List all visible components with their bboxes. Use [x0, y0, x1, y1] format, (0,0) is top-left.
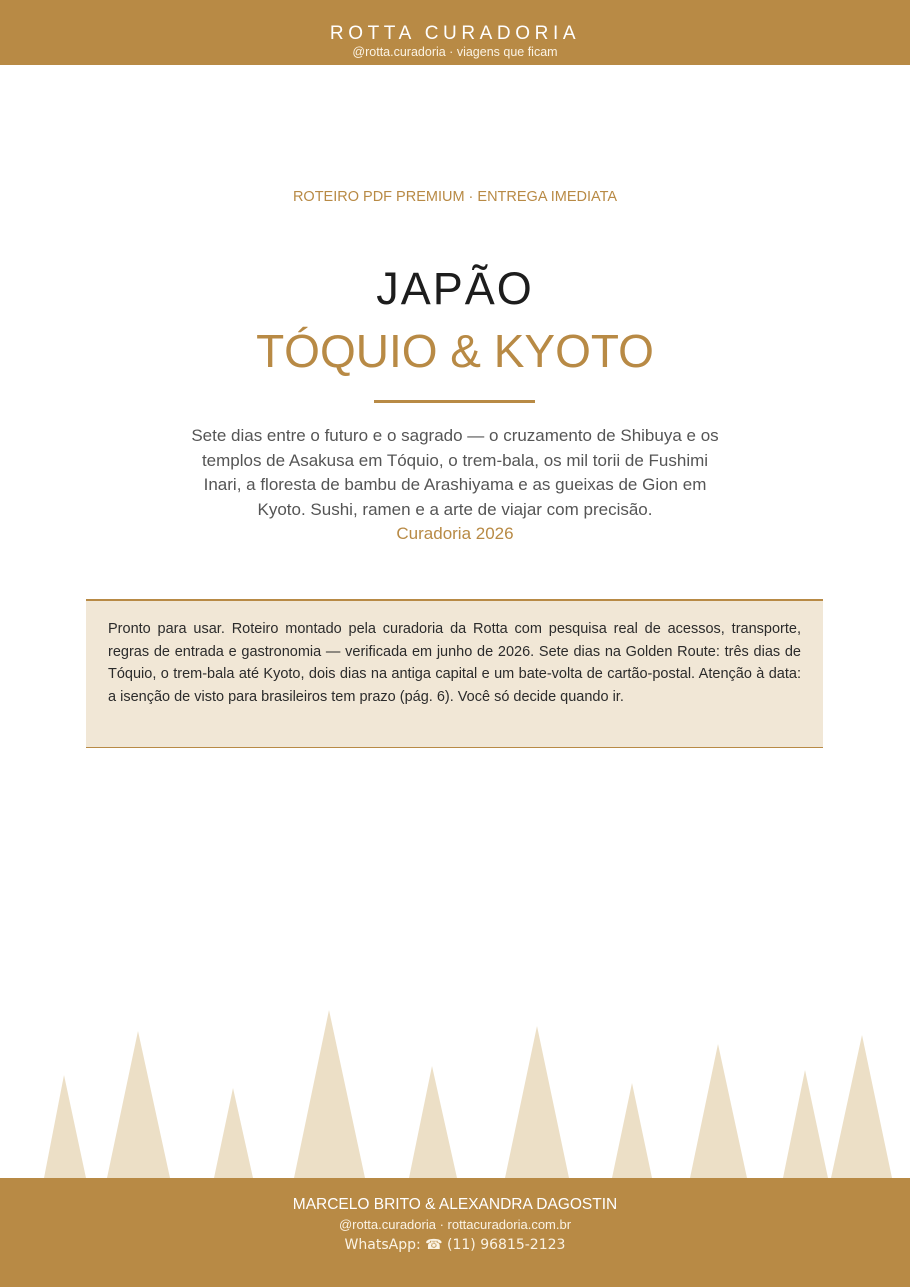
decorative-peak: [505, 1026, 569, 1178]
cities-title: TÓQUIO & KYOTO: [256, 325, 654, 377]
mountain-decoration: [0, 1000, 910, 1180]
decorative-peak: [690, 1044, 747, 1178]
whatsapp-contact: WhatsApp: ☎ (11) 96815-2123: [344, 1237, 566, 1253]
intro-text: Sete dias entre o futuro e o sagrado — o cruzamento de Shibuya e os templos de Asakusa em Tóquio, o trem-bala, os mil torii de Fushimi Inari, a floresta de bambu de Arashiyama e as gueixas de Gion em Kyoto. Sushi, ramen e a arte de viajar com precisão.: [191, 426, 719, 519]
decorative-peak: [831, 1035, 892, 1178]
authors: MARCELO BRITO & ALEXANDRA DAGOSTIN: [292, 1196, 618, 1213]
product-kicker: ROTEIRO PDF PREMIUM · ENTREGA IMEDIATA: [292, 189, 618, 205]
decorative-peak: [107, 1031, 170, 1178]
brand-name: ROTTA CURADORIA: [329, 23, 581, 44]
intro-paragraph: [190, 424, 720, 547]
title-divider: [374, 400, 535, 403]
header-bar: [0, 0, 910, 65]
decorative-peak: [409, 1066, 457, 1178]
ready-to-use-note: [86, 599, 823, 748]
note-text: Pronto para usar. Roteiro montado pela curadoria da Rotta com pesquisa real de acessos, transporte, regras de entrada e gastronomia — verificada em junho de 2026. Sete dias na Golden Route: três dias de Tóquio, o trem-bala até Kyoto, dois dias na antiga capital e um bate-volta de cartão-postal. Atenção à data: a isenção de visto para brasileiros tem prazo (pág. 6). Você só decide quando ir.: [108, 621, 801, 705]
footer-bar: [0, 1178, 910, 1287]
footer-links: @rotta.curadoria · rottacuradoria.com.br: [338, 1217, 572, 1232]
edition-tag: Curadoria 2026: [396, 524, 514, 543]
country-title: JAPÃO: [376, 263, 534, 314]
decorative-peak: [783, 1070, 828, 1178]
brand-subtitle: @rotta.curadoria · viagens que ficam: [352, 45, 558, 59]
decorative-peak: [294, 1010, 365, 1178]
decorative-peak: [612, 1083, 652, 1178]
decorative-peak: [44, 1075, 86, 1178]
decorative-peak: [214, 1088, 253, 1178]
